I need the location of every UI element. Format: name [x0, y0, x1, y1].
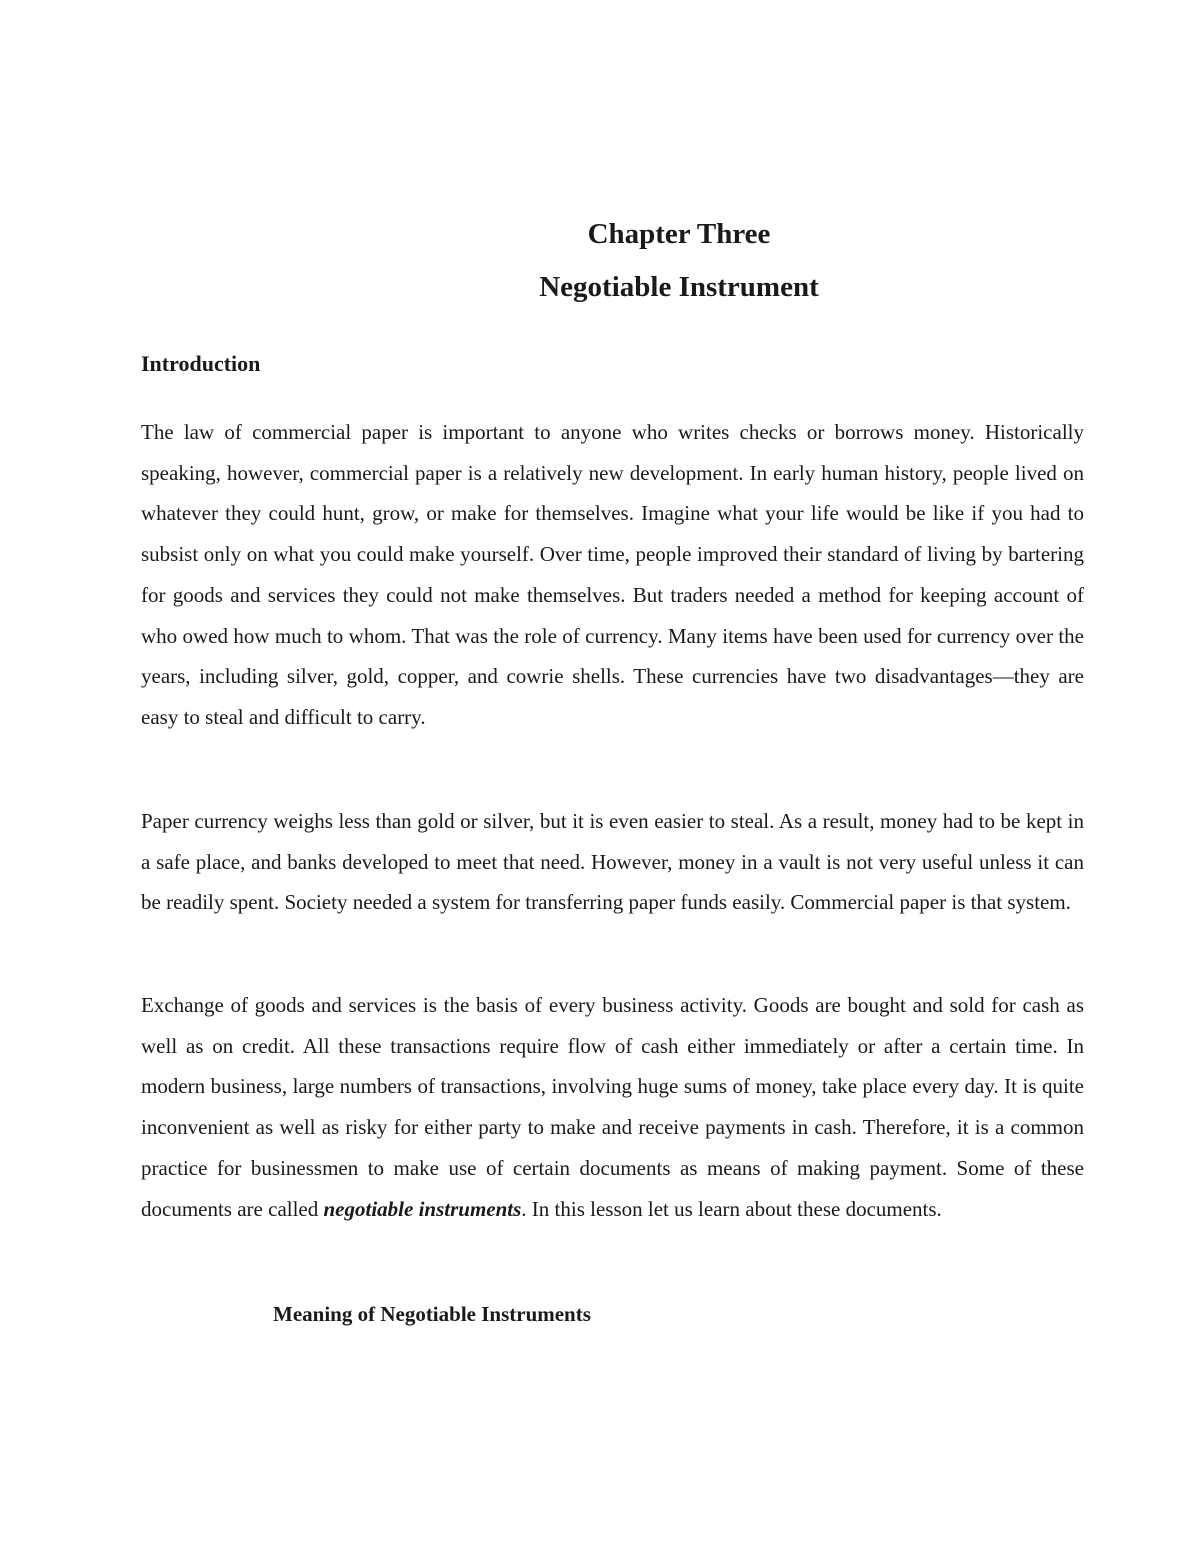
paragraph-1: The law of commercial paper is important to anyone who writes checks or borrows money. Historically speaking, however, commercial paper is a relatively new development. In early human history, people lived on whatever they could hunt, grow, or make for themselves. Imagine what your life would be like if you had to subsist only on what you could make yourself. Over time, people improved their standard of living by bartering for goods and services they could not make themselves. But traders needed a method for keeping account of who owed how much to whom. That was the role of currency. Many items have been used for currency over the years, including silver, gold, copper, and cowrie shells. These currencies have two disadvantages—they are easy to steal and difficult to carry.: [141, 420, 1084, 729]
paragraph-2: Paper currency weighs less than gold or silver, but it is even easier to steal. As a result, money had to be kept in a safe place, and banks developed to meet that need. However, money in a vault is not very useful unless it can be readily spent. Society needed a system for transferring paper funds easily. Commercial paper is that system.: [141, 809, 1084, 915]
chapter-subtitle: Negotiable Instrument: [539, 271, 819, 303]
paragraph-3-text-before: Exchange of goods and services is the basis of every business activity. Goods are bought and sold for cash as well as on credit. All these transactions require flow of cash either immediately or after a certain time. In modern business, large numbers of transactions, involving huge sums of money, take place every day. It is quite inconvenient as well as risky for either party to make and receive payments in cash. Therefore, it is a common practice for businessmen to make use of certain documents as means of making payment. Some of these documents are called: [141, 993, 1084, 1221]
section-heading-introduction: Introduction: [141, 351, 261, 376]
emphasis-negotiable-instruments: negotiable instruments: [323, 1196, 522, 1221]
paragraph-3: [141, 985, 1084, 1229]
chapter-title: Chapter Three: [587, 218, 771, 250]
sub-heading-meaning: Meaning of Negotiable Instruments: [273, 1302, 591, 1326]
paragraph-3-text-after: . In this lesson let us learn about these documents.: [521, 1196, 942, 1221]
